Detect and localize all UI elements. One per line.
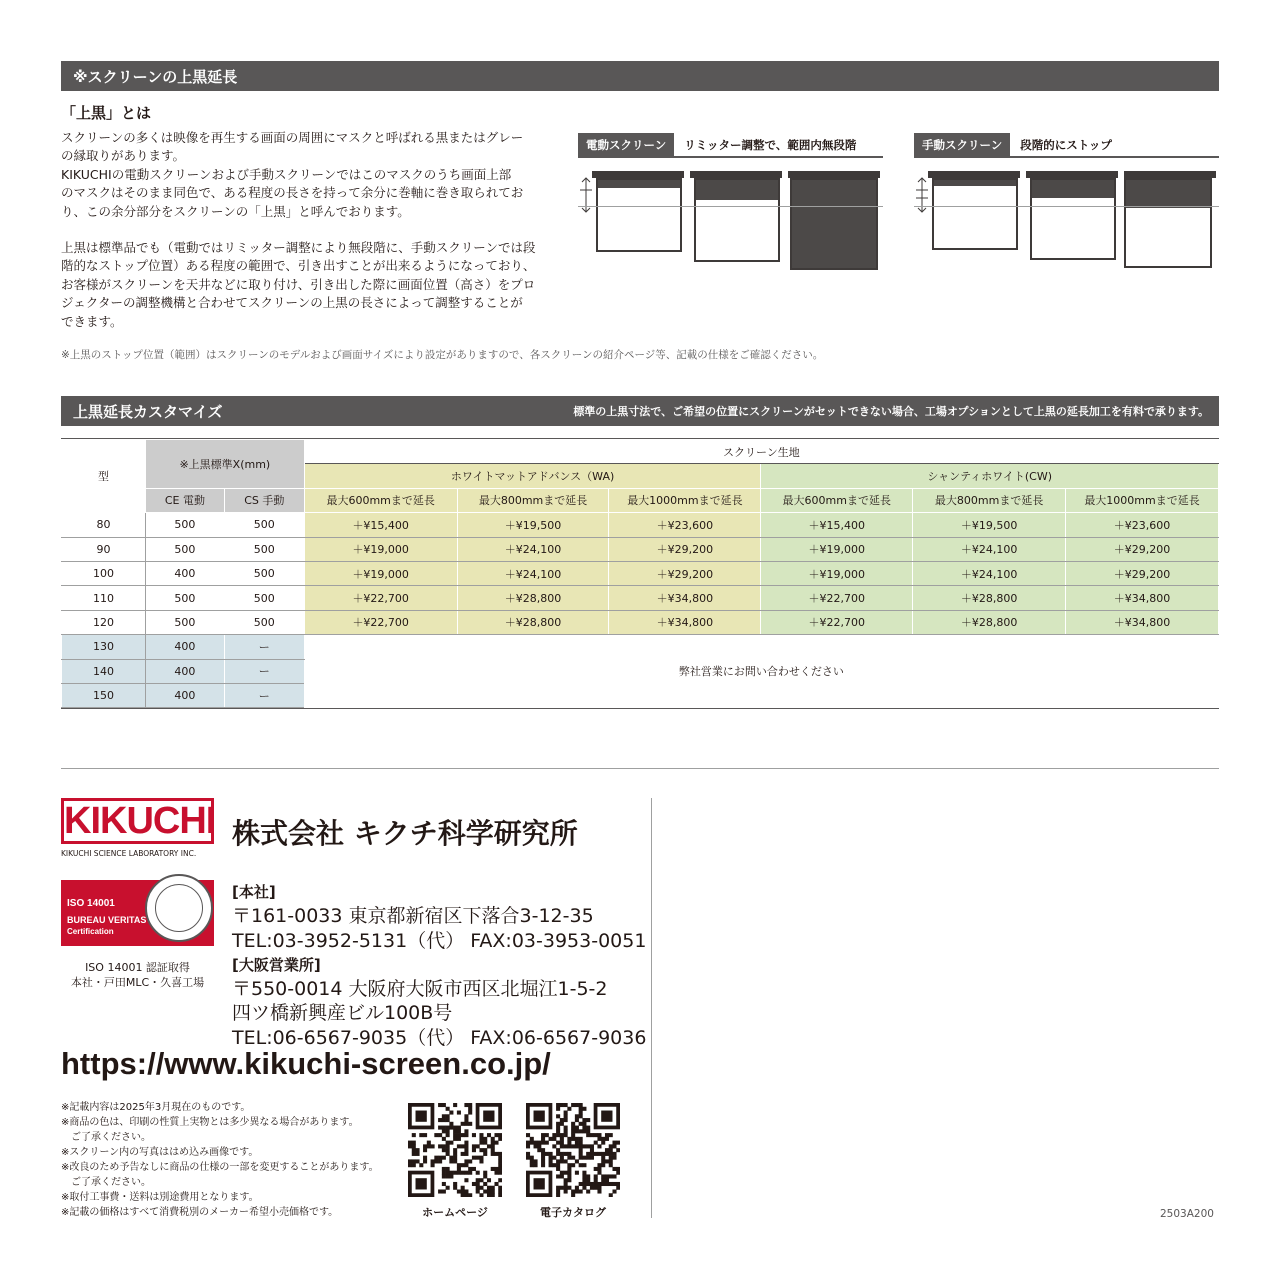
table-cell: 500	[145, 537, 224, 561]
screen-case	[928, 171, 1020, 178]
bureau-veritas-seal-icon	[145, 874, 213, 942]
iso-caption-line: ISO 14001 認証取得	[85, 961, 190, 974]
header-ext: 最大800mmまで延長	[913, 488, 1066, 512]
text-line: お客様がスクリーンを天井などに取り付け、引き出した際に画面位置（高さ）をプロ	[61, 276, 536, 292]
hq-address: 〒161-0033 東京都新宿区下落合3-12-35	[232, 905, 594, 928]
table-cell: 弊社営業にお問い合わせください	[304, 635, 1218, 708]
table-cell: 500	[145, 513, 224, 537]
table-cell: 120	[62, 610, 146, 634]
manual-desc: 段階的にストップ	[1020, 138, 1112, 152]
guide-line	[914, 206, 1219, 207]
header-ext: 最大800mmまで延長	[457, 488, 609, 512]
table-cell: ＋¥34,800	[1066, 610, 1219, 634]
table-cell: ＋¥24,100	[457, 537, 609, 561]
section-desc: 標準の上黒寸法で、ご希望の位置にスクリーンがセットできない場合、工場オプションとして上黒の延長加工を有料で承ります。	[573, 405, 1209, 418]
table-row	[62, 635, 1219, 659]
screen-case	[592, 171, 684, 178]
electric-desc: リミッター調整で、範囲内無段階	[684, 138, 857, 152]
text-line: 階的なストップ位置）ある程度の範囲で、引き出すことが出来るようになっており、	[61, 258, 536, 274]
iso-text: ISO 14001	[67, 898, 115, 909]
table-cell: ＋¥29,200	[609, 561, 761, 585]
table-cell: ＋¥24,100	[913, 537, 1066, 561]
table-cell: ＋¥28,800	[913, 586, 1066, 610]
text-line: できます。	[61, 313, 123, 329]
catalog-code: 2503A200	[1160, 1208, 1214, 1220]
header-cs: CS 手動	[224, 488, 304, 512]
table-cell: 400	[145, 635, 224, 659]
dimension-arrow-icon	[580, 176, 592, 216]
table-row	[62, 537, 1219, 561]
text-line: り、この余分部分をスクリーンの「上黒」と呼んでおります。	[61, 203, 410, 219]
hq-tel: TEL:03-3952-5131（代） FAX:03-3953-0051	[232, 929, 647, 952]
table-cell: ＋¥19,500	[457, 513, 609, 537]
qr-code-homepage-icon[interactable]	[408, 1103, 502, 1197]
table-cell: ＋¥19,000	[304, 537, 457, 561]
text-line: のマスクはそのまま同色で、ある程度の長さを持って余分に巻軸に巻き取られてお	[61, 185, 524, 201]
note-line: ※取付工事費・送料は別途費用となります。	[61, 1192, 259, 1203]
table-cell: 500	[224, 561, 304, 585]
stop-position-note: ※上黒のストップ位置（範囲）はスクリーンのモデルおよび画面サイズにより設定がありますので、各スクリーンの紹介ページ等、記載の仕様をご確認ください。	[61, 349, 824, 361]
table-cell: 500	[145, 610, 224, 634]
table-cell: 500	[224, 586, 304, 610]
table-cell: ＋¥22,700	[304, 586, 457, 610]
table-cell: ＋¥24,100	[457, 561, 609, 585]
section-header-upper-black	[61, 61, 1219, 91]
logo-subtext: KIKUCHI SCIENCE LABORATORY INC.	[61, 849, 197, 858]
section-title: ※スクリーンの上黒延長	[73, 67, 238, 86]
screen-case	[1124, 171, 1216, 178]
dimension-arrow-icon	[916, 176, 928, 216]
table-cell: 80	[62, 513, 146, 537]
price-table	[61, 439, 1219, 708]
header-cw: シャンティホワイト(CW)	[761, 464, 1219, 488]
iso-badge	[61, 880, 214, 946]
footer-vertical-divider	[651, 798, 652, 1218]
table-cell: 400	[145, 683, 224, 707]
screen-illustration	[790, 178, 878, 270]
screen-illustration	[1030, 178, 1116, 260]
table-cell: 500	[224, 513, 304, 537]
note-line: ※記載内容は2025年3月現在のものです。	[61, 1102, 251, 1113]
qr-code-catalog-icon[interactable]	[526, 1103, 620, 1197]
note-line: ※記載の価格はすべて消費税別のメーカー希望小売価格です。	[61, 1207, 339, 1218]
address-block	[232, 880, 646, 1050]
footer-notes	[61, 1100, 401, 1220]
table-cell: ＋¥23,600	[609, 513, 761, 537]
header-fabric: スクリーン生地	[304, 440, 1218, 464]
table-cell: 150	[62, 683, 146, 707]
header-standard: ※上黒標準X(mm)	[145, 440, 304, 489]
iso-caption	[61, 960, 214, 990]
price-table-wrap	[61, 438, 1219, 709]
table-cell: ＋¥29,200	[1066, 561, 1219, 585]
manual-screen-label	[914, 134, 1219, 158]
table-row	[62, 610, 1219, 634]
header-ext: 最大1000mmまで延長	[609, 488, 761, 512]
table-cell: 400	[145, 659, 224, 683]
table-cell: ー	[224, 635, 304, 659]
text-line: KIKUCHIの電動スクリーンおよび手動スクリーンではこのマスクのうち画面上部	[61, 166, 512, 182]
screen-illustration	[932, 178, 1018, 250]
table-cell: ＋¥28,800	[457, 586, 609, 610]
table-cell: ＋¥29,200	[609, 537, 761, 561]
table-cell: 130	[62, 635, 146, 659]
guide-line	[578, 206, 883, 207]
table-cell: ＋¥22,700	[761, 610, 913, 634]
table-cell: 500	[145, 586, 224, 610]
qr2-label: 電子カタログ	[540, 1206, 606, 1219]
text-line: の縁取りがあります。	[61, 148, 186, 164]
table-cell: ー	[224, 683, 304, 707]
section-header-customize	[61, 396, 1219, 426]
table-cell: 110	[62, 586, 146, 610]
manual-screen-diagram	[914, 168, 1219, 278]
intro-paragraph-2	[61, 239, 561, 331]
screen-case	[788, 171, 880, 178]
table-cell: ＋¥15,400	[761, 513, 913, 537]
screen-illustration	[596, 178, 682, 252]
screen-illustration	[1124, 178, 1212, 268]
table-row	[62, 561, 1219, 585]
note-line: ※スクリーン内の写真ははめ込み画像です。	[61, 1147, 259, 1158]
iso-text: Certification	[67, 927, 114, 936]
header-ext: 最大600mmまで延長	[761, 488, 913, 512]
note-line: ※商品の色は、印刷の性質上実物とは多少異なる場合があります。	[61, 1117, 359, 1128]
header-wa: ホワイトマットアドバンス（WA)	[304, 464, 761, 488]
osaka-address: 〒550-0014 大阪府大阪市西区北堀江1-5-2	[232, 978, 608, 1001]
header-ext: 最大1000mmまで延長	[1066, 488, 1219, 512]
company-name: 株式会社 キクチ科学研究所	[232, 817, 578, 850]
note-line: ご了承ください。	[61, 1132, 151, 1143]
table-cell: ＋¥34,800	[609, 586, 761, 610]
intro-paragraph-1	[61, 129, 561, 221]
text-line: ジェクターの調整機構と合わせてスクリーンの上黒の長さによって調整することが	[61, 295, 523, 311]
table-cell: ＋¥19,000	[304, 561, 457, 585]
header-type: 型	[62, 440, 146, 513]
table-cell: 90	[62, 537, 146, 561]
table-cell: ＋¥34,800	[1066, 586, 1219, 610]
table-cell: ＋¥19,500	[913, 513, 1066, 537]
table-cell: ＋¥19,000	[761, 561, 913, 585]
table-cell: ＋¥24,100	[913, 561, 1066, 585]
text-line: 上黒は標準品でも（電動ではリミッター調整により無段階に、手動スクリーンでは段	[61, 240, 536, 255]
table-row	[62, 586, 1219, 610]
table-cell: ＋¥22,700	[761, 586, 913, 610]
table-cell: ＋¥34,800	[609, 610, 761, 634]
table-cell: ＋¥15,400	[304, 513, 457, 537]
website-url[interactable]: https://www.kikuchi-screen.co.jp/	[61, 1046, 551, 1081]
table-cell: 500	[224, 537, 304, 561]
footer-divider	[61, 768, 1219, 769]
table-cell: ＋¥28,800	[913, 610, 1066, 634]
note-line: ※改良のため予告なしに商品の仕様の一部を変更することがあります。	[61, 1162, 379, 1173]
electric-screen-label	[578, 134, 883, 158]
table-cell: ＋¥19,000	[761, 537, 913, 561]
table-cell: ＋¥29,200	[1066, 537, 1219, 561]
table-row	[62, 513, 1219, 537]
table-cell: 500	[224, 610, 304, 634]
osaka-tel: TEL:06-6567-9035（代） FAX:06-6567-9036	[232, 1026, 647, 1049]
electric-screen-diagram	[578, 168, 883, 278]
subtitle: 「上黒」とは	[61, 104, 152, 122]
electric-tag: 電動スクリーン	[578, 133, 674, 157]
manual-tag: 手動スクリーン	[914, 133, 1010, 157]
screen-illustration	[694, 178, 780, 262]
table-cell: ＋¥28,800	[457, 610, 609, 634]
text-line: スクリーンの多くは映像を再生する画面の周囲にマスクと呼ばれる黒またはグレー	[61, 130, 524, 145]
table-cell: 400	[145, 561, 224, 585]
kikuchi-logo: KIKUCHI	[61, 798, 214, 844]
table-cell: 140	[62, 659, 146, 683]
osaka-address: 四ツ橋新興産ビル100B号	[232, 1002, 453, 1025]
screen-case	[690, 171, 782, 178]
iso-text: BUREAU VERITAS	[67, 915, 147, 925]
header-ext: 最大600mmまで延長	[304, 488, 457, 512]
iso-caption-line: 本社・戸田MLC・久喜工場	[70, 976, 205, 989]
header-ce: CE 電動	[145, 488, 224, 512]
table-cell: 100	[62, 561, 146, 585]
screen-case	[1026, 171, 1118, 178]
section-title: 上黒延長カスタマイズ	[73, 402, 223, 421]
osaka-label: [大阪営業所]	[232, 955, 321, 974]
hq-label: [本社]	[232, 883, 276, 901]
table-cell: ＋¥22,700	[304, 610, 457, 634]
table-cell: ー	[224, 659, 304, 683]
table-cell: ＋¥23,600	[1066, 513, 1219, 537]
note-line: ご了承ください。	[61, 1177, 151, 1188]
qr1-label: ホームページ	[422, 1206, 488, 1219]
